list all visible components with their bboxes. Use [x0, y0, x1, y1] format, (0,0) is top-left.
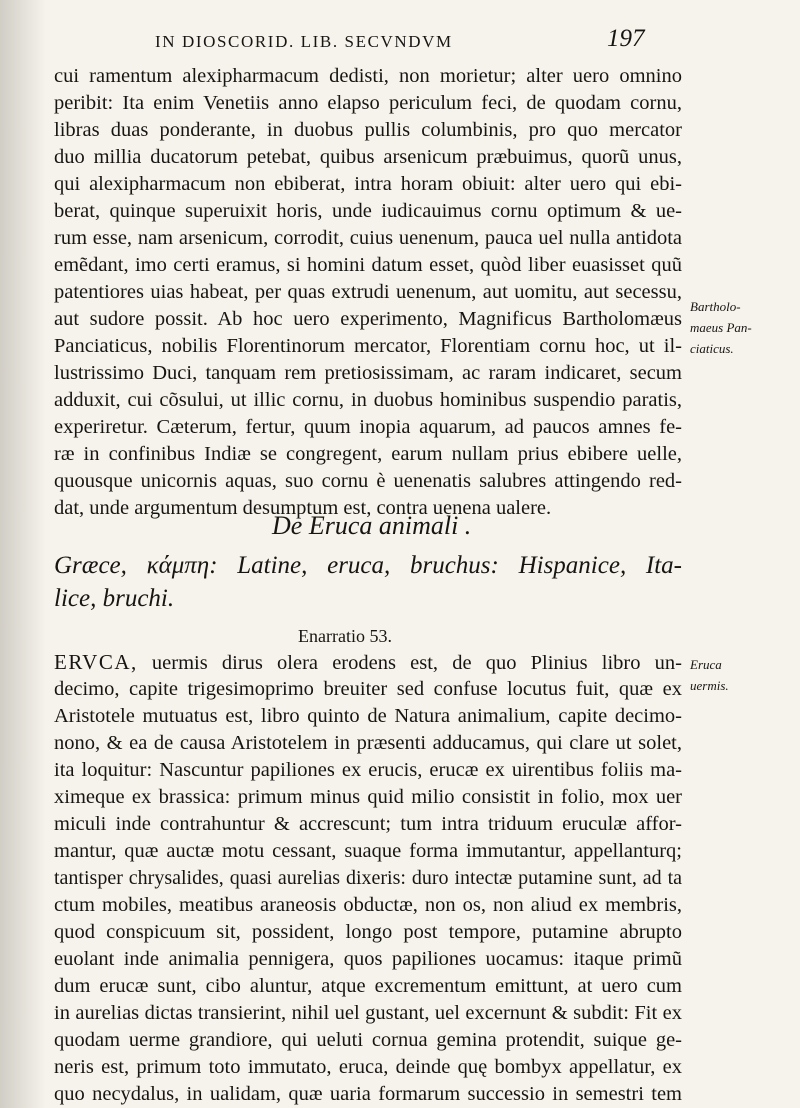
text-line: aut sudore possit. Ab hoc uero experimento, Magnificus Bartholomæus: [54, 308, 682, 330]
page-number: 197: [607, 25, 645, 52]
text-line: peribit: Ita enim Venetiis anno elapso periculum feci, de quodam cornu,: [54, 92, 682, 114]
text-line: duo millia ducatorum petebat, quibus arsenicum præbuimus, quorũ unus,: [54, 146, 682, 168]
text-line: dum erucæ sunt, cibo aluntur, atque excrementum emittunt, at uero cum: [54, 975, 682, 997]
text-line: miculi inde contrahuntur & accrescunt; tum intra triduum eruculæ affor-: [54, 813, 682, 835]
names-line: lice, bruchi.: [54, 585, 175, 612]
text-line: [54, 650, 682, 675]
text-line: dat, unde argumentum desumptum est, contra uenena ualere.: [54, 497, 552, 519]
text-span: uermis dirus olera erodens est, de quo Plinius libro un-: [137, 652, 682, 674]
text-line: tantisper chrysalides, quasi aurelias dixeris: duro intectæ putamine sunt, ad ta: [54, 867, 682, 889]
text-line: quodam uerme grandiore, qui ueluti cornua gemina protendit, suique ge-: [54, 1029, 682, 1051]
text-line: cui ramentum alexipharmacum dedisti, non morietur; alter uero omnino: [54, 65, 682, 87]
initial-word: ERVCA,: [54, 650, 138, 674]
text-line: nono, & ea de causa Aristotelem in præsenti adducamus, qui clare ut solet,: [54, 732, 682, 754]
running-head: IN DIOSCORID. LIB. SECVNDVM: [155, 32, 453, 51]
margin-note-line: ciaticus.: [690, 341, 734, 356]
text-line: libras duas ponderante, in duobus pullis columbinis, pro quo mercator: [54, 119, 682, 141]
text-line: quousque unicornis aquas, suo cornu è uenenatis salubres attingendo red-: [54, 470, 682, 492]
text-line: quo necydalus, in ualidam, quæ uaria formarum successio in semestri tem: [54, 1083, 682, 1105]
margin-note-line: maeus Pan-: [690, 320, 752, 335]
text-line: euolant inde animalia pennigera, quos papiliones uocamus: itaque primũ: [54, 948, 682, 970]
margin-note-bartholomaeus: [690, 296, 794, 359]
text-line: Panciaticus, nobilis Florentinorum mercator, Florentiam cornu hoc, ut il-: [54, 335, 682, 357]
text-line: ctum mobiles, meatibus araneosis obductæ, non os, non aliud ex membris,: [54, 894, 682, 916]
text-line: berat, quinque superuixit horis, unde iudicauimus cornu optimum & ue-: [54, 200, 682, 222]
text-line: ræ in confinibus Indiæ se congregent, earum nullam prius ebibere uelle,: [54, 443, 682, 465]
text-line: lustrissimo Duci, tanquam rem pretiosissimam, ac raram indicaret, secum: [54, 362, 682, 384]
text-line: ita loquitur: Nascuntur papiliones ex erucis, erucæ ex uirentibus foliis ma-: [54, 759, 682, 781]
text-line: quod conspicuum sit, possident, longo post tempore, putamine abrupto: [54, 921, 682, 943]
margin-note-line: uermis.: [690, 678, 729, 693]
margin-note-line: Bartholo-: [690, 299, 741, 314]
text-line: in aurelias dictas transierint, nihil uel gustant, uel excernunt & subdit: Fit ex: [54, 1002, 682, 1024]
gutter-shadow: [0, 0, 46, 1108]
text-line: experiretur. Cæterum, fertur, quum inopia aquarum, ad paucos amnes fe-: [54, 416, 682, 438]
text-line: adduxit, cui cõsului, ut illic cornu, in duobus hominibus suspendio paratis,: [54, 389, 682, 411]
margin-note-line: Eruca: [690, 657, 722, 672]
names-line: Græce, κάμπη: Latine, eruca, bruchus: Hispanice, Ita-: [54, 552, 682, 579]
section-title: De Eruca animali .: [272, 511, 472, 540]
text-line: decimo, capite trigesimoprimo breuiter sed confuse locutus fuit, quæ ex: [54, 678, 682, 700]
text-line: ximeque ex brassica: primum minus quid milio consistit in folio, mox uer: [54, 786, 682, 808]
text-line: rum esse, nam arsenicum, corrodit, cuius uenenum, pauca uel nulla antidota: [54, 227, 682, 249]
enarratio-heading: Enarratio 53.: [298, 626, 392, 646]
margin-note-eruca: [690, 654, 794, 696]
text-line: emẽdant, imo certi eramus, si homini datum esset, quòd liber euasisset quũ: [54, 254, 682, 276]
text-line: neris est, primum toto immutato, eruca, deinde quę bombyx appellatur, ex: [54, 1056, 682, 1078]
text-line: patentiores uias habeat, per quas extrudi uenenum, aut uomitu, aut secessu,: [54, 281, 682, 303]
text-line: Aristotele mutuatus est, libro quinto de Natura animalium, capite decimo-: [54, 705, 682, 727]
text-line: mantur, quæ auctæ motu cessant, suaque forma immutantur, appellanturq;: [54, 840, 682, 862]
text-line: qui alexipharmacum non ebiberat, intra horam obiuit: alter uero qui ebi-: [54, 173, 682, 195]
